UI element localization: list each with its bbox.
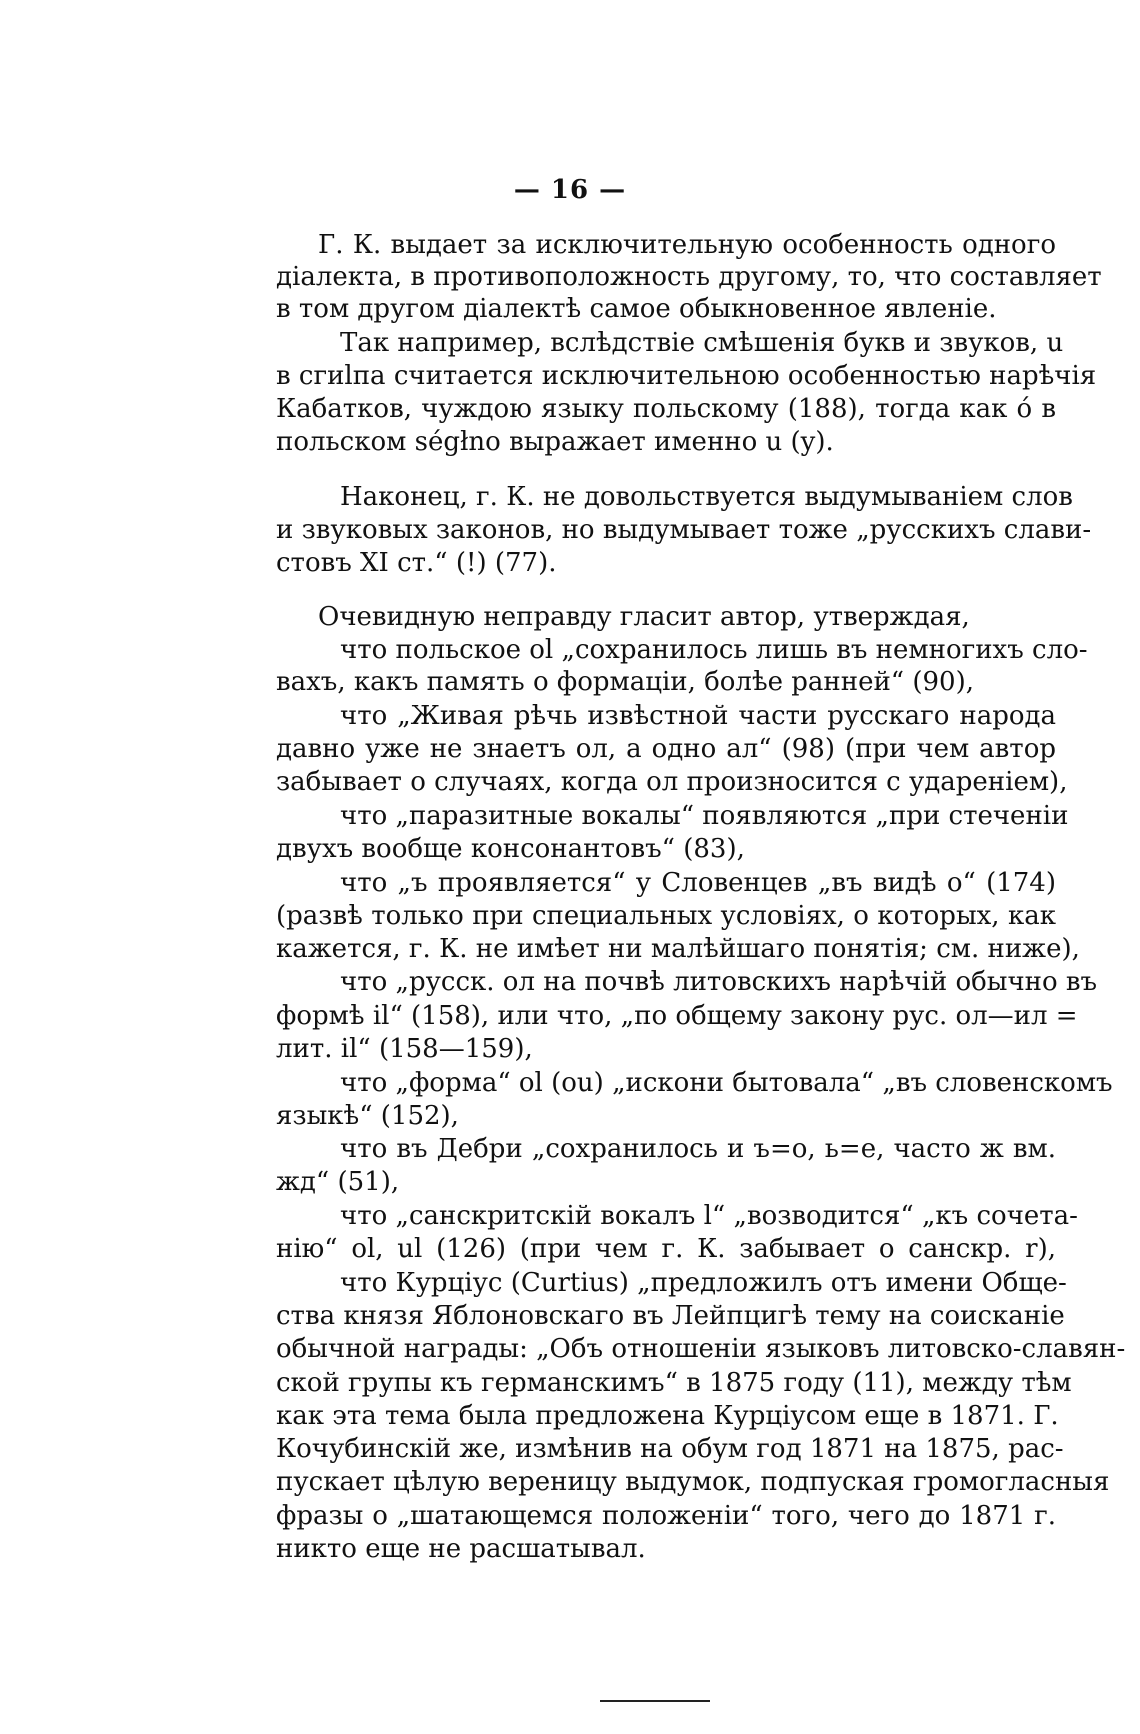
text-line: вахъ, какъ память о формацiи, болѣе ранней“ (90), xyxy=(276,667,974,697)
text-line: Г. К. выдает за исключительную особенность одного xyxy=(318,230,1056,260)
text-line: формѣ il“ (158), или что, „по общему закону рус. ол—ил = xyxy=(276,1001,1078,1031)
text-line: языкѣ“ (152), xyxy=(276,1101,459,1131)
text-line: нiю“ ol, ul (126) (при чем г. К. забывает о санскр. r), xyxy=(276,1234,1056,1264)
text-line: что польское ol „сохранилось лишь въ немногихъ сло- xyxy=(340,635,1088,665)
text-line: жд“ (51), xyxy=(276,1167,400,1197)
text-line: что „паразитные вокалы“ появляются „при стеченiи xyxy=(340,801,1069,831)
text-line: Кочубинскiй же, измѣнив на обум год 1871 на 1875, рас- xyxy=(276,1434,1064,1464)
text-line: что въ Дебри „сохранилось и ъ=о, ь=е, часто ж вм. xyxy=(340,1134,1056,1164)
text-line: обычной награды: „Объ отношенiи языковъ литовско-славян- xyxy=(276,1334,1126,1364)
text-line: (развѣ только при специальных условiях, о которых, как xyxy=(276,901,1056,931)
text-line: никто еще не расшатывал. xyxy=(276,1534,646,1564)
text-line: и звуковых законов, но выдумывает тоже „русскихъ слави- xyxy=(276,515,1092,545)
text-line: лит. il“ (158—159), xyxy=(276,1034,533,1064)
text-line: что „Живая рѣчь извѣстной части русскаго народа xyxy=(340,701,1056,731)
text-line: что „ъ проявляется“ у Словенцев „въ видѣ о“ (174) xyxy=(340,868,1056,898)
text-line: что „санскритскiй вокалъ l“ „возводится“ „къ сочета- xyxy=(340,1201,1078,1231)
text-line: польском ségłno выражает именно u (y). xyxy=(276,427,834,457)
text-line: ства князя Яблоновскаго въ Лейпцигѣ тему на соисканiе xyxy=(276,1301,1065,1331)
text-line: фразы о „шатающемся положенiи“ того, чего до 1871 г. xyxy=(276,1501,1056,1531)
text-line: что „русск. ол на почвѣ литовскихъ нарѣчiй обычно въ xyxy=(340,967,1098,997)
text-line: в том другом діалектѣ самое обыкновенное явленіе. xyxy=(276,294,997,324)
text-line: как эта тема была предложена Курцiусом еще в 1871. Г. xyxy=(276,1401,1059,1431)
text-line: давно уже не знаетъ ол, а одно ал“ (98) (при чем автор xyxy=(276,734,1056,764)
page-number xyxy=(0,175,1140,205)
end-rule xyxy=(600,1700,710,1702)
text-line: Наконец, г. К. не довольствуется выдумыванiем слов xyxy=(340,482,1073,512)
page-number-dash-right: — xyxy=(599,175,627,205)
text-line: Кабатков, чуждою языку польскому (188), тогда как ó в xyxy=(276,394,1056,424)
text-line: стовъ XI ст.“ (!) (77). xyxy=(276,548,557,578)
text-line: пускает цѣлую вереницу выдумок, подпуская громогласныя xyxy=(276,1467,1110,1497)
text-line: в сгиlпа считается исключительною особенностью нарѣчія xyxy=(276,361,1097,391)
text-line: забывает о случаях, когда ол произносится с ударенiем), xyxy=(276,767,1068,797)
page-number-value: 16 xyxy=(550,175,590,205)
text-line: Очевидную неправду гласит автор, утверждая, xyxy=(318,602,970,632)
text-line: Так например, вслѣдствіе смѣшенія букв и звуков, u xyxy=(340,328,1064,358)
text-line: что „форма“ ol (ou) „искони бытовала“ „въ словенскомъ xyxy=(340,1068,1113,1098)
text-line: кажется, г. К. не имѣет ни малѣйшаго понятiя; см. ниже), xyxy=(276,934,1080,964)
page-number-dash-left: — xyxy=(513,175,541,205)
text-line: двухъ вообще консонантовъ“ (83), xyxy=(276,834,745,864)
text-line: діалекта, в противоположность другому, то, что составляет xyxy=(276,262,1102,292)
text-line: что Курцiус (Curtius) „предложилъ отъ имени Обще- xyxy=(340,1268,1067,1298)
text-line: ской групы къ германскимъ“ в 1875 году (11), между тѣм xyxy=(276,1368,1072,1398)
